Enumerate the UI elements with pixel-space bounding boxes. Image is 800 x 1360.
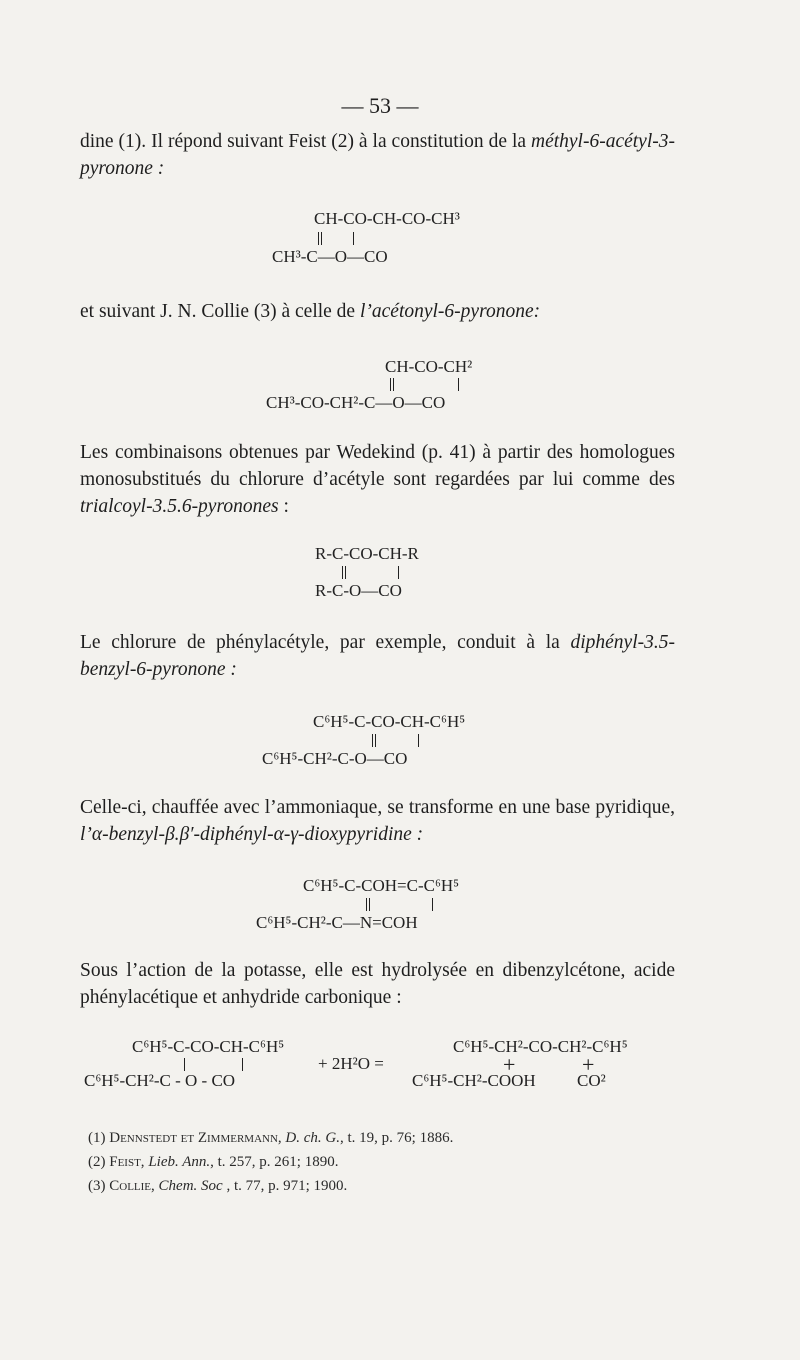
formula-top-line: CH-CO-CH² xyxy=(385,357,473,376)
compound-name: trialcoyl-3.5.6-pyronones xyxy=(80,496,279,517)
formula-bottom-line: CH³-CO-CH²-C—O—CO xyxy=(266,393,446,412)
single-bond xyxy=(242,1058,243,1071)
single-bond xyxy=(398,566,399,579)
product-carbon-dioxide: CO² xyxy=(577,1071,606,1090)
double-bond xyxy=(366,898,370,911)
page-number: — 53 — xyxy=(341,93,419,118)
paragraph-text: dine (1). Il répond suivant Feist (2) à la constitution de la xyxy=(80,131,531,152)
reactant-bottom-line: C⁶H⁵-CH²-C - O - CO xyxy=(84,1071,236,1090)
compound-name: méthyl-6-acétyl-3-pyronone : xyxy=(80,131,675,179)
plus-sign: + xyxy=(503,1052,516,1077)
single-bond xyxy=(418,734,419,747)
double-bond xyxy=(342,566,346,579)
paragraph-text: Celle-ci, chauffée avec l’ammoniaque, se transforme en une base pyridique, xyxy=(80,797,675,818)
single-bond xyxy=(353,232,354,245)
paragraph-5 xyxy=(80,794,675,848)
product-dibenzylketone: C⁶H⁵-CH²-CO-CH²-C⁶H⁵ xyxy=(453,1037,628,1056)
formula-bottom-line: C⁶H⁵-CH²-C—N=COH xyxy=(256,913,418,932)
plus-sign: + xyxy=(582,1052,595,1077)
paragraph-3: Les combinaisons obtenues par Wedekind (p. 41) à partir des homologues monosubstitués du chlorure d’acétyle sont regardées par lui comme des trialcoyl-3.5.6-pyronones : xyxy=(80,442,675,517)
paragraph-text: et suivant J. N. Collie (3) à celle de xyxy=(80,301,360,322)
formula-top-line: R-C-CO-CH-R xyxy=(315,544,419,563)
paragraph-text: Les combinaisons obtenues par Wedekind (p. 41) à partir des homologues monosubstitués du chlorure d’acétyle sont regardées par lui comme des xyxy=(80,442,675,490)
compound-name: l’α-benzyl-β.β′-diphényl-α-γ-dioxypyridine : xyxy=(80,824,424,845)
paragraph-1 xyxy=(80,128,675,182)
paragraph-6 xyxy=(80,957,675,1011)
formula-bottom-line: R-C-O—CO xyxy=(315,581,402,600)
compound-name: diphényl-3.5-benzyl-6-pyronone : xyxy=(80,632,675,680)
product-phenylacetic-acid: C⁶H⁵-CH²-COOH xyxy=(412,1071,536,1090)
single-bond xyxy=(458,378,459,391)
compound-name: l’acétonyl-6-pyronone: xyxy=(359,301,541,322)
footnote-2: (2) Feist, Lieb. Ann., t. 257, p. 261; 1890. xyxy=(88,1154,339,1170)
formula-top-line: C⁶H⁵-C-COH=C-C⁶H⁵ xyxy=(303,876,460,895)
footnote-1: (1) Dennstedt et Zimmermann, D. ch. G., t. 19, p. 76; 1886. xyxy=(88,1130,454,1146)
paragraph-text: Sous l’action de la potasse, elle est hydrolysée en dibenzylcétone, acide phénylacétique et anhydride carbonique : xyxy=(80,960,675,1008)
reagent-water: + 2H²O = xyxy=(318,1054,384,1073)
double-bond xyxy=(372,734,376,747)
single-bond xyxy=(184,1058,185,1071)
paragraph-4 xyxy=(80,629,675,683)
footnote-3: (3) Collie, Chem. Soc , t. 77, p. 971; 1900. xyxy=(88,1178,348,1194)
reactant-top-line: C⁶H⁵-C-CO-CH-C⁶H⁵ xyxy=(132,1037,285,1056)
double-bond xyxy=(318,232,322,245)
formula-top-line: C⁶H⁵-C-CO-CH-C⁶H⁵ xyxy=(313,712,466,731)
double-bond xyxy=(390,378,394,391)
formula-top-line: CH-CO-CH-CO-CH³ xyxy=(314,209,460,228)
paragraph-2 xyxy=(80,298,675,325)
formula-bottom-line: CH³-C—O—CO xyxy=(272,247,388,266)
single-bond xyxy=(432,898,433,911)
paragraph-text: Le chlorure de phénylacétyle, par exemple, conduit à la xyxy=(80,632,571,653)
formula-bottom-line: C⁶H⁵-CH²-C-O—CO xyxy=(262,749,408,768)
